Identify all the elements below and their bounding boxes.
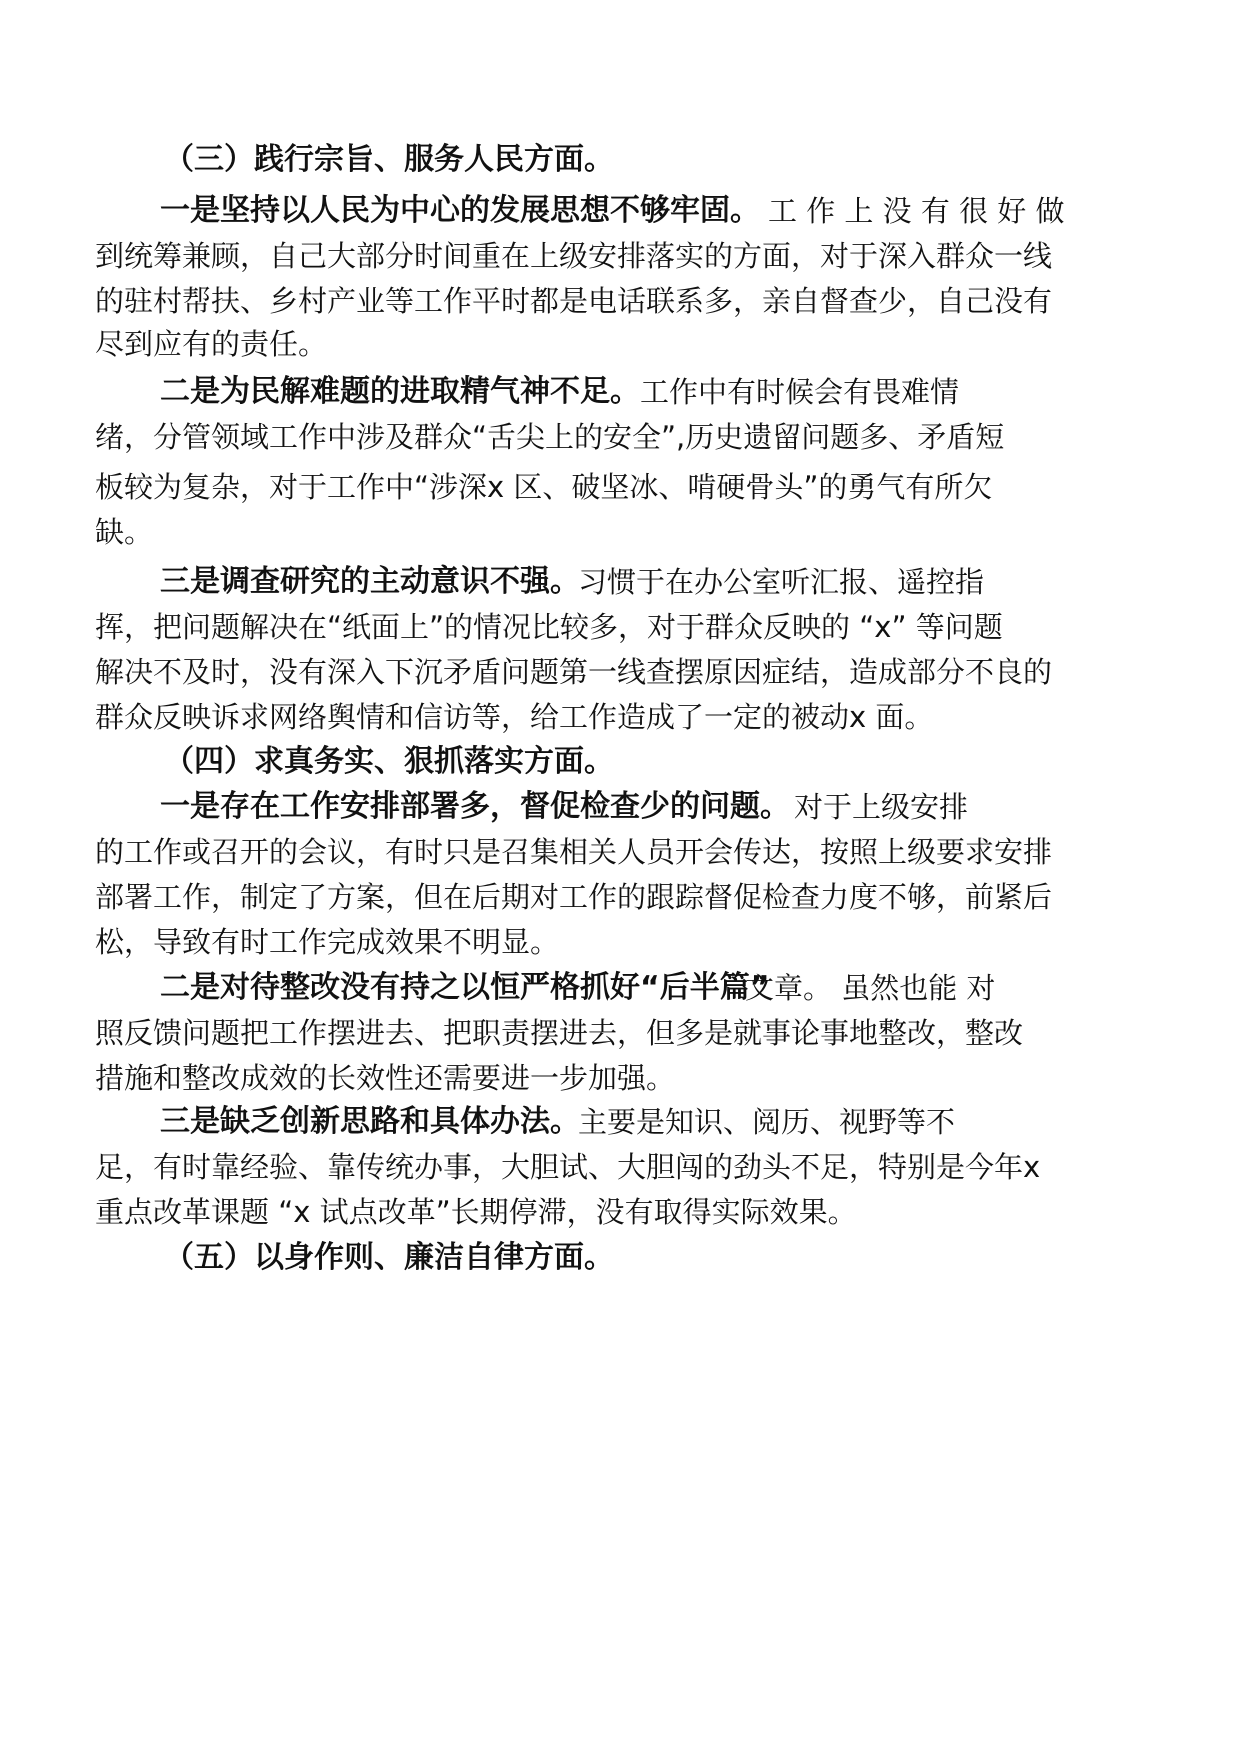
item-text: 松，导致有时工作完成效果不明显。 <box>95 925 560 959</box>
item-text: 足，有时靠经验、靠传统办事，大胆试、大胆闯的劲头不足，特别是今年x <box>95 1150 1041 1184</box>
item-text: 照反馈问题把工作摆进去、把职责摆进去，但多是就事论事地整改，整改 <box>95 1016 1024 1050</box>
item-text: 解决不及时，没有深入下沉矛盾问题第一线查摆原因症结，造成部分不良的 <box>95 655 1053 689</box>
item-text: 挥，把问题解决在“纸面上”的情况比较多，对于群众反映的 “x” 等问题 <box>95 610 1003 644</box>
section-heading: （五）以身作则、廉洁自律方面。 <box>164 1240 614 1275</box>
item-title: 三是缺乏创新思路和具体办法。 <box>160 1104 580 1139</box>
item-text: 工作中有时候会有畏难情 <box>640 375 960 409</box>
item-title: 二是对待整改没有持之以恒严格抓好“后半篇” <box>160 970 770 1005</box>
item-text: 对于上级安排 <box>794 790 969 824</box>
item-text: 板较为复杂，对于工作中“涉深x 区、破坚冰、啃硬骨头”的勇气有所欠 <box>95 470 993 504</box>
item-text: 尽到应有的责任。 <box>95 327 328 361</box>
item-title: 一是存在工作安排部署多，督促检查少的问题。 <box>160 789 790 824</box>
item-text: 的工作或召开的会议，有时只是召集相关人员开会传达，按照上级要求安排 <box>95 835 1053 869</box>
item-text: 绪，分管领域工作中涉及群众“舌尖上的安全”,历史遗留问题多、矛盾短 <box>95 420 1005 454</box>
item-text: 主要是知识、阅历、视野等不 <box>578 1105 956 1139</box>
item-text: 到统筹兼顾，自己大部分时间重在上级安排落实的方面，对于深入群众一线 <box>95 239 1053 273</box>
item-text: 工 作 上 没 有 很 好 做 <box>768 194 1065 228</box>
item-text: 习惯于在办公室听汇报、遥控指 <box>578 565 985 599</box>
item-title: 三是调查研究的主动意识不强。 <box>160 564 580 599</box>
item-text: 的驻村帮扶、乡村产业等工作平时都是电话联系多，亲自督查少，自己没有 <box>95 284 1053 318</box>
item-text: 部署工作，制定了方案，但在后期对工作的跟踪督促检查力度不够，前紧后 <box>95 880 1053 914</box>
item-text: 重点改革课题 “x 试点改革”长期停滞，没有取得实际效果。 <box>95 1195 857 1229</box>
section-heading: （三）践行宗旨、服务人民方面。 <box>164 142 614 177</box>
item-text: 措施和整改成效的长效性还需要进一步加强。 <box>95 1061 676 1095</box>
item-title: 一是坚持以人民为中心的发展思想不够牢固。 <box>160 193 760 228</box>
section-heading: （四）求真务实、狠抓落实方面。 <box>164 744 614 779</box>
item-text: 文章。 虽然也能 对 <box>745 971 996 1005</box>
item-text: 缺。 <box>95 515 154 549</box>
item-title: 二是为民解难题的进取精气神不足。 <box>160 374 640 409</box>
item-text: 群众反映诉求网络舆情和信访等，给工作造成了一定的被动x 面。 <box>95 700 934 734</box>
